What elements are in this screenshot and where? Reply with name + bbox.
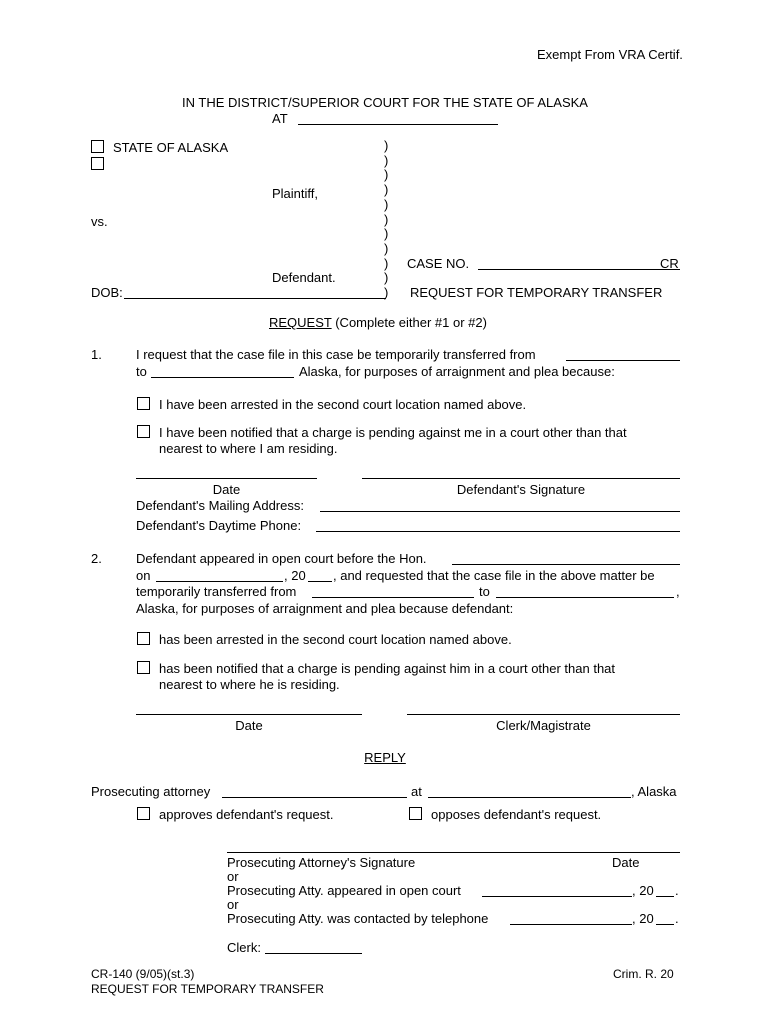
daytime-phone-line[interactable] <box>316 531 680 532</box>
item2-from-line[interactable] <box>312 597 474 598</box>
telephone-date-line[interactable] <box>510 924 632 925</box>
document-title: REQUEST FOR TEMPORARY TRANSFER <box>410 285 663 300</box>
telephone-label: Prosecuting Atty. was contacted by telephone <box>227 911 489 926</box>
item2-on-label: on <box>136 568 151 583</box>
dob-label: DOB: <box>91 285 123 300</box>
open-court-label: Prosecuting Atty. appeared in open court <box>227 883 461 898</box>
or-label-1: or <box>227 869 239 884</box>
item1-to-line[interactable] <box>151 377 294 378</box>
exempt-note: Exempt From VRA Certif. <box>537 47 683 62</box>
item2-line1: Defendant appeared in open court before the Hon. <box>136 551 427 566</box>
request-heading: REQUEST (Complete either #1 or #2) <box>269 315 487 330</box>
item2-to-label: to <box>479 584 490 599</box>
form-code: CR-140 (9/05)(st.3) <box>91 967 195 981</box>
telephone-year-prefix: , 20 <box>632 911 654 926</box>
item2-arrested-label: has been arrested in the second court location named above. <box>159 632 512 647</box>
prosecutor-date-label: Date <box>612 855 640 870</box>
state-of-alaska-checkbox[interactable] <box>91 140 104 153</box>
item2-year-line[interactable] <box>308 581 332 582</box>
judge-name-line[interactable] <box>452 564 680 565</box>
other-plaintiff-checkbox[interactable] <box>91 157 104 170</box>
item2-number: 2. <box>91 551 102 566</box>
item1-from-line[interactable] <box>566 360 680 361</box>
approves-checkbox[interactable] <box>137 807 150 820</box>
item2-line4: Alaska, for purposes of arraignment and plea because defendant: <box>136 601 514 616</box>
item2-year-prefix: , 20 <box>284 568 306 583</box>
reply-heading: REPLY <box>364 750 406 765</box>
item2-line2-end: , and requested that the case file in the above matter be <box>333 568 655 583</box>
item1-signature-label: Defendant's Signature <box>456 482 586 497</box>
at-label: AT <box>272 111 288 126</box>
case-no-line[interactable] <box>478 269 680 270</box>
approves-label: approves defendant's request. <box>159 807 334 822</box>
item1-arrested-label: I have been arrested in the second court location named above. <box>159 397 527 412</box>
dob-line[interactable] <box>124 298 386 299</box>
opposes-label: opposes defendant's request. <box>431 807 602 822</box>
open-court-year-line[interactable] <box>656 896 674 897</box>
clerk-magistrate-label: Clerk/Magistrate <box>496 718 591 733</box>
item1-signature-line[interactable] <box>362 478 680 479</box>
item2-notified-label-1: has been notified that a charge is pending against him in a court other than that <box>159 661 616 676</box>
or-label-2: or <box>227 897 239 912</box>
open-court-date-line[interactable] <box>482 896 632 897</box>
vs-label: vs. <box>91 214 108 229</box>
item1-notified-checkbox[interactable] <box>137 425 150 438</box>
rule-reference: Crim. R. 20 <box>613 967 674 981</box>
plaintiff-label: Plaintiff, <box>272 186 319 201</box>
prosecutor-signature-line[interactable] <box>227 852 680 853</box>
defendant-label: Defendant. <box>272 270 336 285</box>
item2-line3: temporarily transferred from <box>136 584 297 599</box>
daytime-phone-label: Defendant's Daytime Phone: <box>136 518 302 533</box>
item1-date-label: Date <box>212 482 241 497</box>
telephone-year-suffix: . <box>675 911 679 926</box>
item1-arrested-checkbox[interactable] <box>137 397 150 410</box>
item2-comma: , <box>676 584 680 599</box>
item2-to-line[interactable] <box>496 597 674 598</box>
mailing-address-line[interactable] <box>320 511 680 512</box>
open-court-year-prefix: , 20 <box>632 883 654 898</box>
item2-date-line[interactable] <box>156 581 283 582</box>
item1-line1: I request that the case file in this case be temporarily transferred from <box>136 347 536 362</box>
court-title: IN THE DISTRICT/SUPERIOR COURT FOR THE STATE OF ALASKA <box>182 95 588 110</box>
caption-parentheses: ) ) ) ) ) ) ) ) ) ) ) <box>384 138 389 301</box>
case-no-suffix: CR <box>660 256 679 271</box>
item1-to-label: to <box>136 364 147 379</box>
prosecuting-attorney-label: Prosecuting attorney <box>91 784 211 799</box>
clerk-line[interactable] <box>265 953 362 954</box>
open-court-year-suffix: . <box>675 883 679 898</box>
reply-at-label: at <box>411 784 422 799</box>
form-title-footer: REQUEST FOR TEMPORARY TRANSFER <box>91 982 324 996</box>
mailing-address-label: Defendant's Mailing Address: <box>136 498 304 513</box>
reply-location-line[interactable] <box>428 797 631 798</box>
prosecuting-attorney-line[interactable] <box>222 797 407 798</box>
court-location-line[interactable] <box>298 124 498 125</box>
clerk-magistrate-line[interactable] <box>407 714 680 715</box>
clerk-label: Clerk: <box>227 940 261 955</box>
item1-date-line[interactable] <box>136 478 317 479</box>
item1-number: 1. <box>91 347 102 362</box>
item2-notified-checkbox[interactable] <box>137 661 150 674</box>
prosecutor-signature-label: Prosecuting Attorney's Signature <box>227 855 416 870</box>
state-of-alaska-label: STATE OF ALASKA <box>113 140 229 155</box>
item1-notified-label-1: I have been notified that a charge is pending against me in a court other than that <box>159 425 627 440</box>
item2-notified-label-2: nearest to where he is residing. <box>159 677 340 692</box>
item2-date-sign-line[interactable] <box>136 714 362 715</box>
reply-alaska-label: , Alaska <box>631 784 677 799</box>
opposes-checkbox[interactable] <box>409 807 422 820</box>
telephone-year-line[interactable] <box>656 924 674 925</box>
item2-arrested-checkbox[interactable] <box>137 632 150 645</box>
item1-line2: Alaska, for purposes of arraignment and plea because: <box>299 364 615 379</box>
case-no-label: CASE NO. <box>407 256 470 271</box>
item1-notified-label-2: nearest to where I am residing. <box>159 441 338 456</box>
item2-date-label: Date <box>235 718 263 733</box>
